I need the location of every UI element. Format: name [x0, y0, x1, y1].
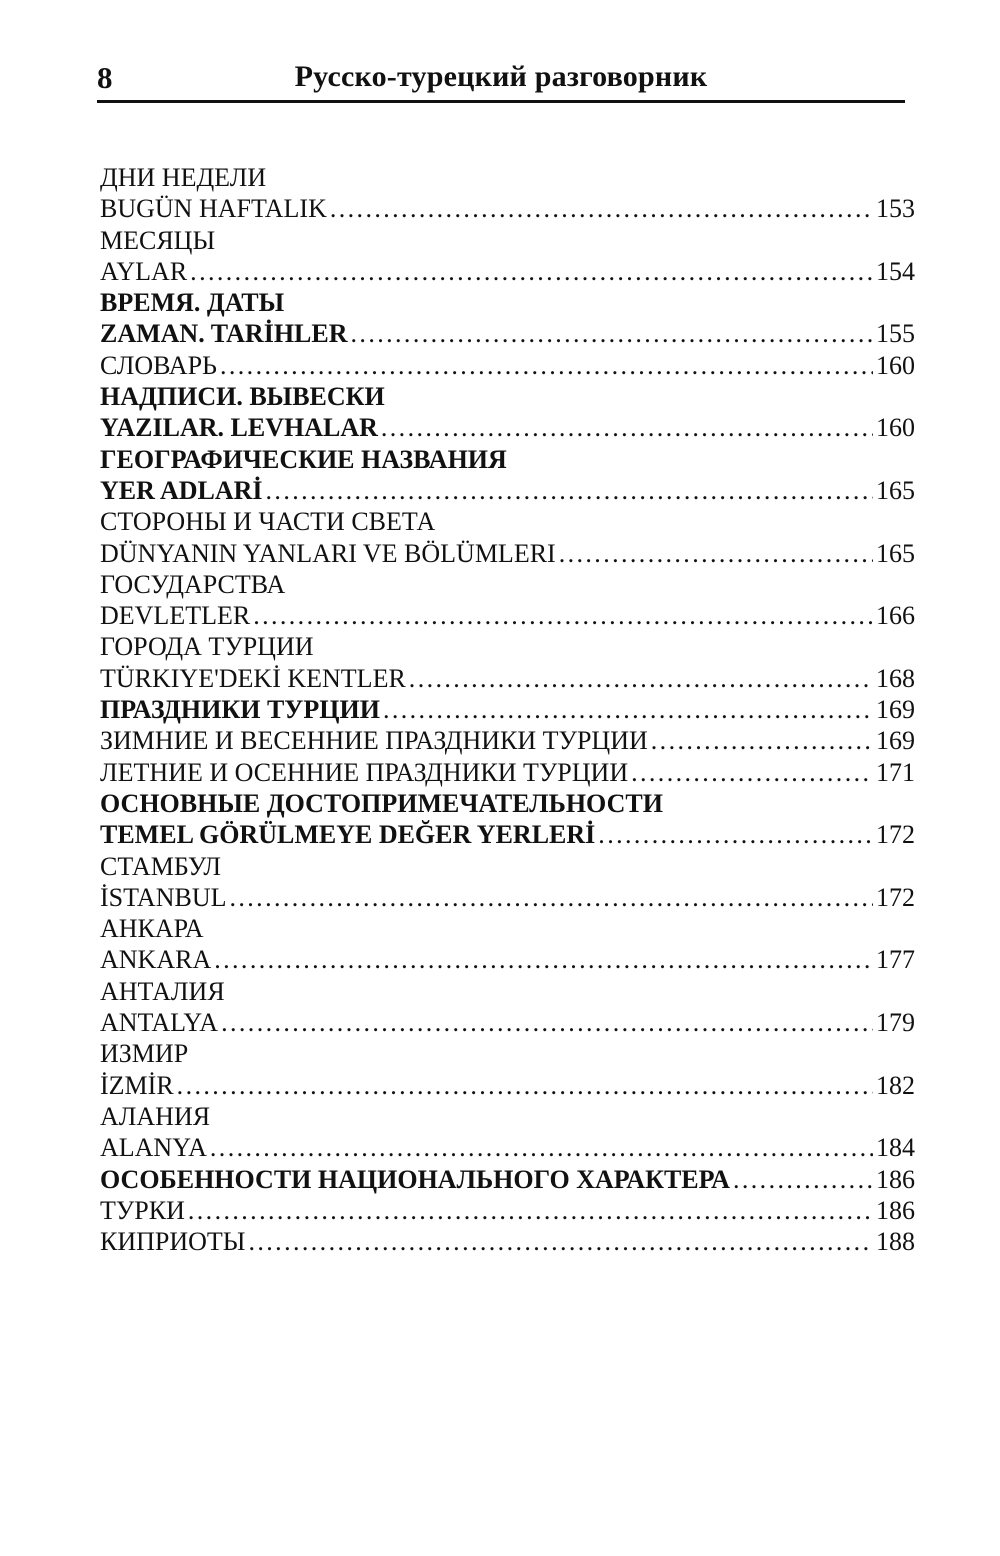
toc-dot-leader: [188, 1195, 873, 1226]
toc-dot-leader: [598, 819, 873, 850]
toc-entry: [100, 412, 915, 443]
toc-entry-label: СТОРОНЫ И ЧАСТИ СВЕТА: [100, 507, 436, 537]
toc-entry-label: АЛАНИЯ: [100, 1101, 211, 1131]
toc-dot-leader: [229, 882, 873, 913]
toc-entry-label: ЗИМНИЕ И ВЕСЕННИЕ ПРАЗДНИКИ ТУРЦИИ: [100, 726, 648, 756]
toc-entry-page: 154: [876, 256, 915, 286]
toc-dot-leader: [177, 1070, 873, 1101]
toc-entry-label: ГОСУДАРСТВА: [100, 569, 286, 599]
toc-entry: [100, 757, 915, 788]
toc-entry-label: КИПРИОТЫ: [100, 1227, 246, 1257]
toc-entry-page: 155: [876, 319, 915, 349]
toc-entry-page: 165: [876, 475, 915, 505]
toc-entry: [100, 819, 915, 850]
toc-entry: [100, 1195, 915, 1226]
toc-entry-label: СТАМБУЛ: [100, 851, 221, 881]
toc-dot-leader: [330, 193, 873, 224]
toc-entry: [100, 1132, 915, 1163]
toc-entry-page: 160: [876, 350, 915, 380]
toc-entry-page: 166: [876, 601, 915, 631]
toc-entry-label: ПРАЗДНИКИ ТУРЦИИ: [100, 695, 380, 725]
page-header: [97, 56, 905, 103]
toc-entry: [100, 506, 915, 537]
toc-entry-label: ИЗМИР: [100, 1039, 189, 1069]
toc-entry: [100, 1164, 915, 1195]
toc-dot-leader: [214, 944, 873, 975]
toc-entry: [100, 1101, 915, 1132]
toc-entry: [100, 725, 915, 756]
toc-dot-leader: [266, 475, 873, 506]
toc-dot-leader: [651, 725, 873, 756]
toc-entry-label: İSTANBUL: [100, 882, 227, 912]
toc-entry-label: YER ADLARİ: [100, 475, 263, 505]
toc-entry-page: 165: [876, 538, 915, 568]
toc-entry-label: BUGÜN HAFTALIK: [100, 194, 327, 224]
toc-entry: [100, 381, 915, 412]
toc-entry-page: 172: [876, 820, 915, 850]
toc-dot-leader: [190, 256, 873, 287]
toc-entry-label: İZMİR: [100, 1070, 174, 1100]
toc-entry: [100, 851, 915, 882]
toc-dot-leader: [221, 1007, 873, 1038]
toc-entry: [100, 663, 915, 694]
toc-entry: [100, 1070, 915, 1101]
toc-entry-label: АНКАРА: [100, 914, 204, 944]
toc-dot-leader: [351, 318, 873, 349]
toc-entry-page: 179: [876, 1008, 915, 1038]
toc-dot-leader: [210, 1132, 873, 1163]
toc-entry-label: ГЕОГРАФИЧЕСКИЕ НАЗВАНИЯ: [100, 444, 507, 474]
toc-entry: [100, 694, 915, 725]
toc-dot-leader: [253, 600, 873, 631]
toc-entry: [100, 162, 915, 193]
toc-entry: [100, 788, 915, 819]
toc-entry: [100, 913, 915, 944]
toc-entry-page: 169: [876, 695, 915, 725]
toc-entry: [100, 256, 915, 287]
toc-entry: [100, 444, 915, 475]
toc-entry-label: ЛЕТНИЕ И ОСЕННИЕ ПРАЗДНИКИ ТУРЦИИ: [100, 757, 629, 787]
toc-entry-label: AYLAR: [100, 256, 188, 286]
toc-entry-label: TÜRKIYE'DEKİ KENTLER: [100, 663, 406, 693]
toc-dot-leader: [220, 350, 873, 381]
toc-entry-label: ALANYA: [100, 1133, 207, 1163]
toc-entry-label: ГОРОДА ТУРЦИИ: [100, 632, 314, 662]
toc-entry-page: 177: [876, 945, 915, 975]
toc-entry: [100, 193, 915, 224]
toc-entry: [100, 1038, 915, 1069]
toc-entry: [100, 1007, 915, 1038]
toc-entry-page: 182: [876, 1070, 915, 1100]
toc-entry-label: ANKARA: [100, 945, 212, 975]
toc-entry-label: ДНИ НЕДЕЛИ: [100, 163, 267, 192]
toc-entry: [100, 1226, 915, 1257]
toc-entry: [100, 600, 915, 631]
toc-dot-leader: [631, 757, 873, 788]
toc-entry-page: 160: [876, 413, 915, 443]
toc-entry: [100, 944, 915, 975]
toc-dot-leader: [383, 694, 873, 725]
table-of-contents: [100, 162, 915, 1257]
toc-entry-page: 186: [876, 1195, 915, 1225]
toc-entry-label: TEMEL GÖRÜLMEYE DEĞER YERLERİ: [100, 820, 596, 850]
toc-entry-page: 168: [876, 663, 915, 693]
toc-entry-label: ZAMAN. TARİHLER: [100, 319, 348, 349]
toc-entry-label: ОСОБЕННОСТИ НАЦИОНАЛЬНОГО ХАРАКТЕРА: [100, 1164, 730, 1194]
toc-entry: [100, 475, 915, 506]
page-number: 8: [97, 60, 113, 95]
toc-entry: [100, 350, 915, 381]
toc-entry-page: 153: [876, 194, 915, 224]
toc-entry: [100, 569, 915, 600]
toc-entry: [100, 882, 915, 913]
toc-entry-page: 186: [876, 1164, 915, 1194]
toc-entry-page: 188: [876, 1227, 915, 1257]
toc-entry-label: СЛОВАРЬ: [100, 350, 217, 380]
toc-dot-leader: [559, 538, 873, 569]
toc-entry: [100, 225, 915, 256]
toc-entry-label: НАДПИСИ. ВЫВЕСКИ: [100, 382, 385, 412]
toc-entry-label: YAZILAR. LEVHALAR: [100, 413, 378, 443]
toc-entry: [100, 976, 915, 1007]
toc-entry-label: ANTALYA: [100, 1008, 219, 1038]
toc-entry-page: 172: [876, 882, 915, 912]
toc-entry-page: 184: [876, 1133, 915, 1163]
toc-entry-label: АНТАЛИЯ: [100, 976, 225, 1006]
toc-dot-leader: [733, 1164, 873, 1195]
toc-entry-label: ВРЕМЯ. ДАТЫ: [100, 288, 285, 318]
toc-entry: [100, 318, 915, 349]
toc-entry-page: 171: [876, 757, 915, 787]
toc-entry-page: 169: [876, 726, 915, 756]
toc-entry-label: МЕСЯЦЫ: [100, 225, 216, 255]
toc-entry-label: DEVLETLER: [100, 601, 251, 631]
toc-dot-leader: [409, 663, 873, 694]
toc-entry: [100, 538, 915, 569]
toc-entry: [100, 631, 915, 662]
toc-dot-leader: [248, 1226, 873, 1257]
toc-entry: [100, 287, 915, 318]
running-title: Русско-турецкий разговорник: [294, 60, 708, 93]
toc-dot-leader: [381, 412, 873, 443]
toc-entry-label: DÜNYANIN YANLARI VE BÖLÜMLERI: [100, 538, 556, 568]
toc-entry-label: ТУРКИ: [100, 1195, 185, 1225]
toc-entry-label: ОСНОВНЫЕ ДОСТОПРИМЕЧАТЕЛЬНОСТИ: [100, 788, 663, 818]
